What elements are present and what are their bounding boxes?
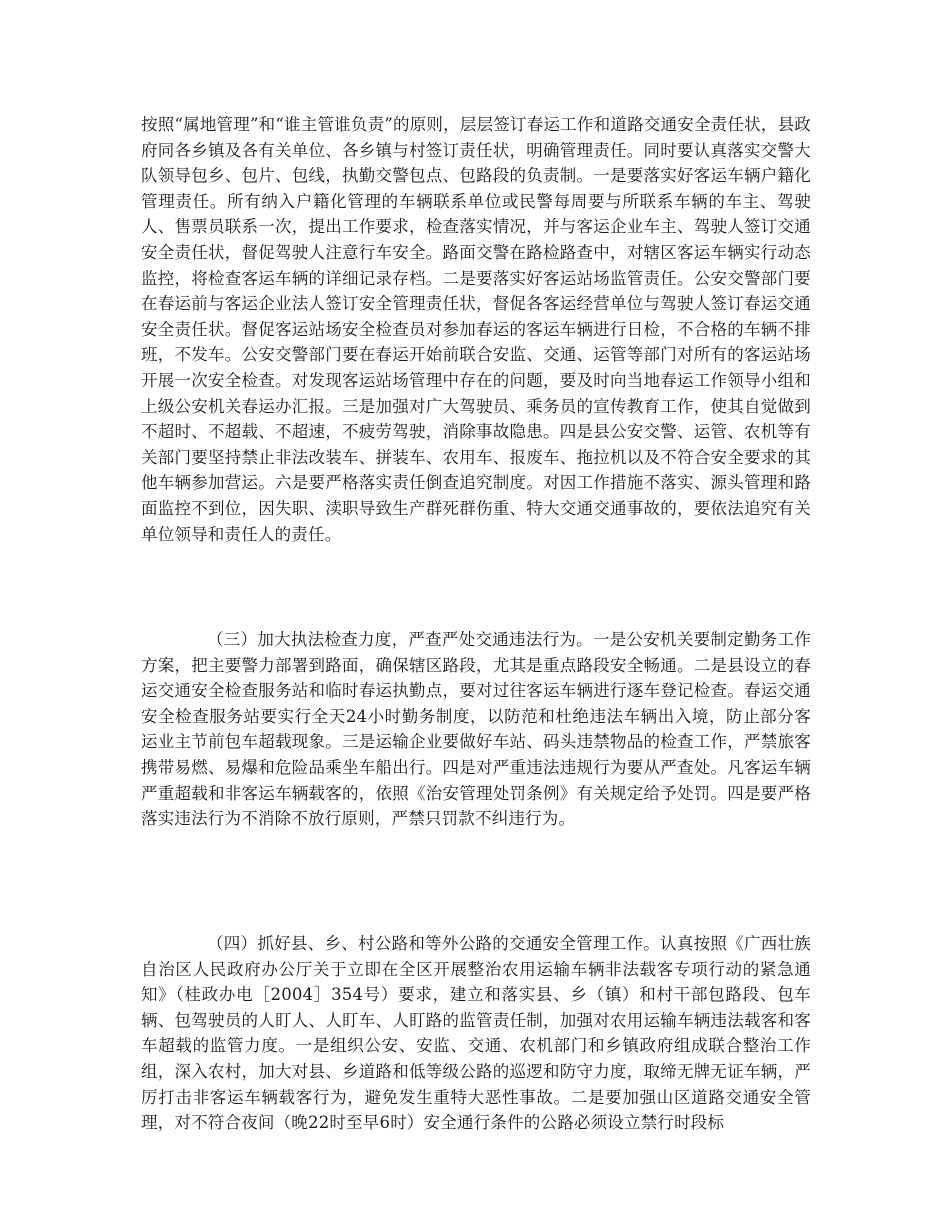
body-paragraph-section-3-enforcement: （三）加大执法检查力度，严查严处交通违法行为。一是公安机关要制定勤务工作方案，把主要警力部署到路面，确保辖区路段，尤其是重点路段安全畅通。二是县设立的春运交通安全检查服务站和临时春运执勤点，要对过往客运车辆进行逐车登记检查。春运交通安全检查服务站要实行全天24小时勤务制度，以防范和杜绝违法车辆出入境，防止部分客运业主节前包车超载现象。三是运输企业要做好车站、码头违禁物品的检查工作，严禁旅客携带易燃、易爆和危险品乘坐车船出行。四是对严重违法违规行为要从严查处。凡客运车辆严重超载和非客运车辆载客的，依照《治安管理处罚条例》有关规定给予处罚。四是要严格落实违法行为不消除不放行原则，严禁只罚款不纠违行为。 bbox=[141, 630, 811, 829]
body-paragraph-responsibility: 按照“属地管理”和“谁主管谁负责”的原则，层层签订春运工作和道路交通安全责任状，县政府同各乡镇及各有关单位、各乡镇与村签订责任状，明确管理责任。同时要认真落实交警大队领导包乡、包片、包线，执勤交警包点、包路段的负责制。一是要落实好客运车辆户籍化管理责任。所有纳入户籍化管理的车辆联系单位或民警每周要与所联系车辆的车主、驾驶人、售票员联系一次，提出工作要求，检查落实情况，并与客运企业车主、驾驶人签订交通安全责任状，督促驾驶人注意行车安全。路面交警在路检路查中，对辖区客运车辆实行动态监控，将检查客运车辆的详细记录存档。二是要落实好客运站场监管责任。公安交警部门要在春运前与客运企业法人签订安全管理责任状，督促各客运经营单位与驾驶人签订春运交通安全责任状。督促客运站场安全检查员对参加春运的客运车辆进行日检，不合格的车辆不排班，不发车。公安交警部门要在春运开始前联合安监、交通、运管等部门对所有的客运站场开展一次安全检查。对发现客运站场管理中存在的问题，要及时向当地春运工作领导小组和上级公安机关春运办汇报。三是加强对广大驾驶员、乘务员的宣传教育工作，使其自觉做到不超时、不超载、不超速，不疲劳驾驶，消除事故隐患。四是县公安交警、运管、农机等有关部门要坚持禁止非法改装车、拼装车、农用车、报废车、拖拉机以及不符合安全要求的其他车辆参加营运。六是要严格落实责任倒查追究制度。对因工作措施不落实、源头管理和路面监控不到位，因失职、渎职导致生产群死群伤重、特大交通交通事故的，要依法追究有关单位领导和责任人的责任。 bbox=[141, 115, 811, 544]
body-paragraph-section-4-rural-roads: （四）抓好县、乡、村公路和等外公路的交通安全管理工作。认真按照《广西壮族自治区人民政府办公厅关于立即在全区开展整治农用运输车辆非法载客专项行动的紧急通知》（桂政办电［2004］354号）要求，建立和落实县、乡（镇）和村干部包路段、包车辆、包驾驶员的人盯人、人盯车、人盯路的监管责任制，加强对农用运输车辆违法载客和客车超载的监管力度。一是组织公安、安监、交通、农机部门和乡镇政府组成联合整治工作组，深入农村，加大对县、乡道路和低等级公路的巡逻和防守力度，取缔无牌无证车辆，严厉打击非客运车辆载客行为，避免发生重特大恶性事故。二是要加强山区道路交通安全管理，对不符合夜间（晚22时至早6时）安全通行条件的公路必须设立禁行时段标 bbox=[141, 934, 811, 1133]
